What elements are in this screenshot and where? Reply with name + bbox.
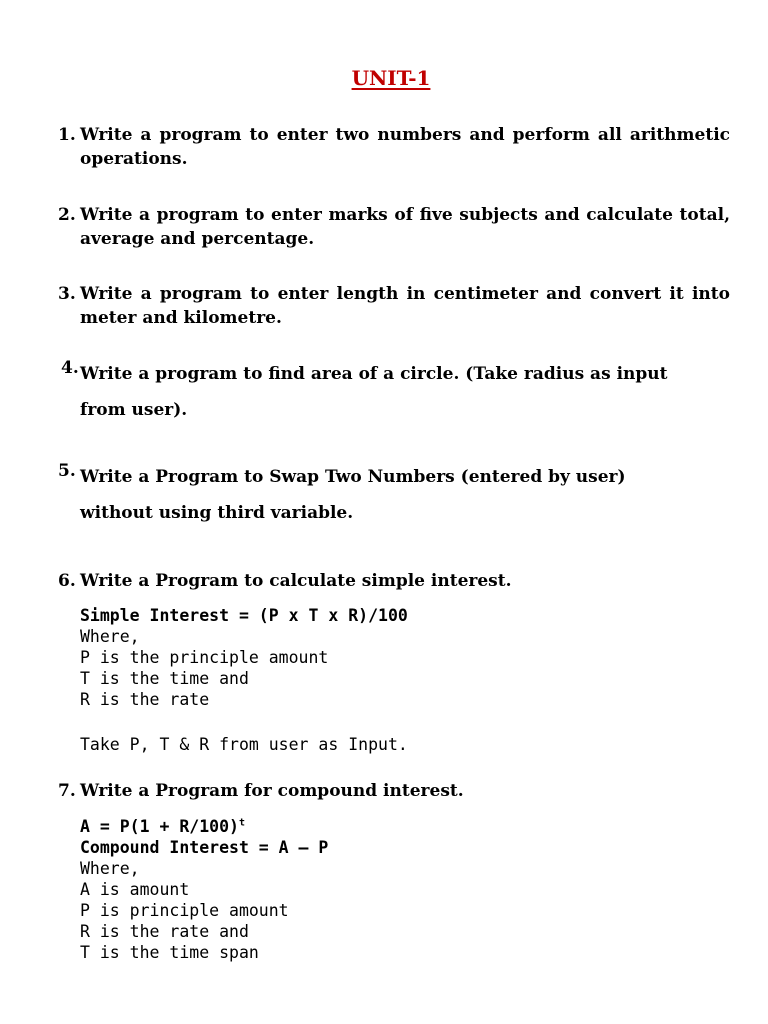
compound-interest-formula: Compound Interest = A – P	[80, 838, 329, 857]
definition-line: R is the rate	[80, 690, 210, 709]
simple-interest-formula: Simple Interest = (P x T x R)/100	[80, 606, 408, 625]
simple-interest-block	[80, 605, 408, 755]
question-7	[58, 779, 730, 803]
definition-line: A is amount	[80, 880, 190, 899]
question-2	[58, 203, 730, 251]
question-text: Write a Program to calculate simple interest.	[80, 571, 512, 591]
definition-line: T is the time span	[80, 943, 259, 962]
question-5	[58, 459, 698, 531]
question-text: Write a Program to Swap Two Numbers (entered by user) without using third variable.	[80, 467, 626, 523]
question-text: Write a program to find area of a circle. (Take radius as input from user).	[80, 364, 668, 420]
question-number: 3.	[58, 284, 76, 304]
question-number: 7.	[58, 781, 76, 801]
input-note: Take P, T & R from user as Input.	[80, 735, 408, 754]
definition-line: P is principle amount	[80, 901, 289, 920]
definition-line: R is the rate and	[80, 922, 249, 941]
where-label: Where,	[80, 859, 140, 878]
question-number: 6.	[58, 571, 76, 591]
question-number: 4.	[61, 358, 79, 378]
question-4	[61, 356, 701, 428]
question-number: 2.	[58, 205, 76, 225]
formula-base: A = P(1 + R/100)	[80, 817, 239, 836]
question-1	[58, 123, 730, 171]
question-text: Write a program to enter marks of five subjects and calculate total, average and percentage.	[80, 205, 730, 249]
where-label: Where,	[80, 627, 140, 646]
definition-line: P is the principle amount	[80, 648, 329, 667]
compound-interest-block	[80, 816, 328, 963]
question-3	[58, 282, 730, 330]
question-text: Write a Program for compound interest.	[80, 781, 464, 801]
formula-exponent: t	[238, 817, 245, 829]
question-text: Write a program to enter two numbers and perform all arithmetic operations.	[80, 125, 730, 169]
compound-amount-formula	[80, 816, 328, 837]
question-6	[58, 569, 730, 593]
question-number: 5.	[58, 461, 76, 481]
question-text: Write a program to enter length in centimeter and convert it into meter and kilometre.	[80, 284, 730, 328]
definition-line: T is the time and	[80, 669, 249, 688]
page-title: UNIT-1	[351, 66, 431, 90]
question-number: 1.	[58, 125, 76, 145]
